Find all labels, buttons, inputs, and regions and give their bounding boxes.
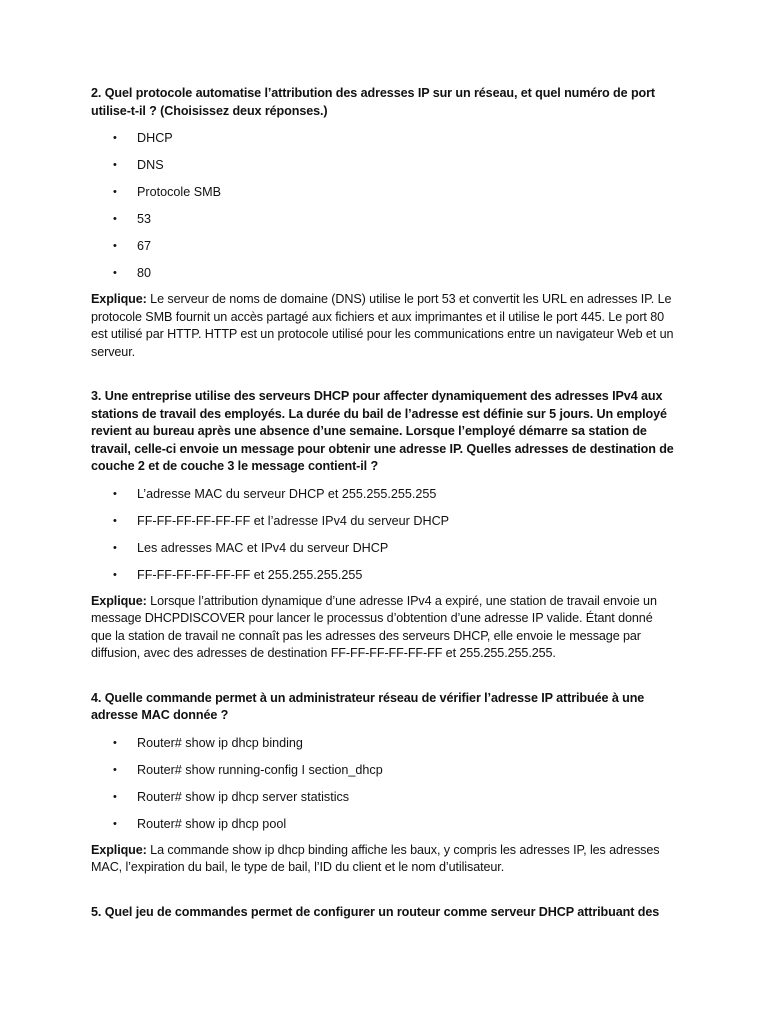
answer-option: • DNS — [113, 158, 164, 172]
answer-option: • FF-FF-FF-FF-FF-FF et 255.255.255.255 — [113, 567, 363, 582]
answer-option: • Router# show running-config I section_dhcp — [113, 762, 383, 777]
bullet-icon: • — [113, 514, 117, 527]
answer-option: • Protocole SMB — [113, 185, 221, 199]
answer-option: • Router# show ip dhcp server statistics — [113, 789, 350, 804]
explanation-text: La commande show ip dhcp binding affiche les baux, y compris les adresses IP, les adresses MAC, l’expiration du bail, le type de bail, l’ID du client et le nom d’utilisateur. — [91, 842, 660, 874]
question-4 — [91, 690, 676, 877]
bullet-icon: • — [113, 817, 117, 830]
bullet-icon: • — [113, 240, 117, 252]
question-2 — [91, 85, 676, 361]
explanation-label: Explique: — [91, 842, 147, 857]
explanation-text: Le serveur de noms de domaine (DNS) utilise le port 53 et convertit les URL en adresses IP. Le protocole SMB fournit un accès partagé aux fichiers et aux imprimantes et il utilise le port 445. Le port 80 est utilisé par HTTP. HTTP est un protocole utilisé pour les communications entre un navigateur Web et un serveur. — [91, 292, 674, 359]
bullet-icon: • — [113, 159, 117, 171]
bullet-icon: • — [113, 213, 117, 225]
bullet-icon: • — [113, 186, 117, 198]
bullet-icon: • — [113, 267, 117, 279]
question-5 — [91, 904, 676, 922]
question-3 — [91, 388, 676, 663]
question-title: 5. Quel jeu de commandes permet de configurer un routeur comme serveur DHCP attribuant des — [91, 904, 660, 919]
question-title: 3. Une entreprise utilise des serveurs DHCP pour affecter dynamiquement des adresses IPv4 aux stations de travail des employés. La durée du bail de l’adresse est définie sur 5 jours. Un employé revient au bureau après une absence d’une semaine. Lorsque l’employé démarre sa station de travail, celle-ci envoie un message pour obtenir une adresse IP. Quelles adresses de destination de couche 2 et de couche 3 le message contient-il ? — [91, 389, 674, 473]
question-title: 4. Quelle commande permet à un administrateur réseau de vérifier l’adresse IP attribuée à une adresse MAC donnée ? — [91, 690, 645, 722]
bullet-icon: • — [113, 568, 117, 581]
explanation — [91, 291, 676, 361]
bullet-icon: • — [113, 763, 117, 776]
bullet-icon: • — [113, 487, 117, 500]
explanation — [91, 593, 676, 663]
answer-option: • 80 — [113, 266, 152, 280]
bullet-icon: • — [113, 790, 117, 803]
answer-option: • DHCP — [113, 131, 173, 145]
answer-option: • FF-FF-FF-FF-FF-FF et l’adresse IPv4 du serveur DHCP — [113, 513, 450, 528]
answer-option: • 53 — [113, 212, 152, 226]
answer-option: • Router# show ip dhcp binding — [113, 735, 303, 750]
answer-option: • Les adresses MAC et IPv4 du serveur DHCP — [113, 540, 389, 555]
question-title: 2. Quel protocole automatise l’attribution des adresses IP sur un réseau, et quel numéro de port utilise-t-il ? (Choisissez deux réponses.) — [91, 86, 656, 118]
answer-options — [91, 130, 676, 282]
explanation-label: Explique: — [91, 292, 147, 306]
explanation-label: Explique: — [91, 593, 147, 608]
bullet-icon: • — [113, 132, 117, 144]
explanation-text: Lorsque l’attribution dynamique d’une adresse IPv4 a expiré, une station de travail envoie un message DHCPDISCOVER pour lancer le processus d’obtention d’une adresse IP valide. Étant donné que la station de travail ne connaît pas les adresses des serveurs DHCP, elle envoie le message par diffusion, avec des adresses de destination FF-FF-FF-FF-FF-FF et 255.255.255.255. — [91, 593, 657, 660]
answer-options — [91, 486, 676, 584]
answer-option: • Router# show ip dhcp pool — [113, 816, 287, 831]
bullet-icon: • — [113, 736, 117, 749]
answer-option: • L’adresse MAC du serveur DHCP et 255.255.255.255 — [113, 486, 437, 501]
bullet-icon: • — [113, 541, 117, 554]
answer-options — [91, 735, 676, 833]
answer-option: • 67 — [113, 239, 152, 253]
explanation — [91, 842, 676, 877]
